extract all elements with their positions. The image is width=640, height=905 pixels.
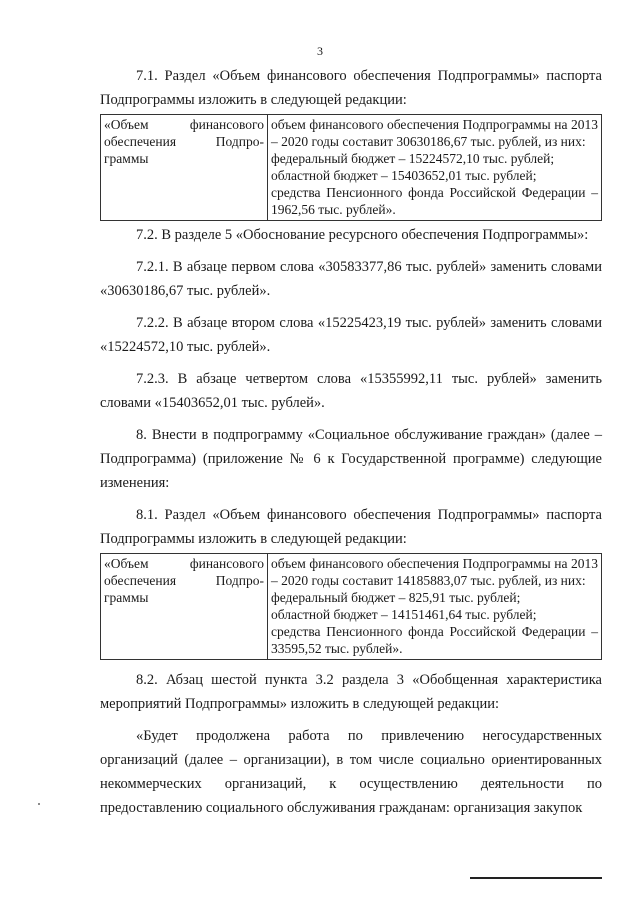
funding-table-1-line: областной бюджет – 15403652,01 тыс. рублей; — [271, 168, 537, 183]
paragraph-quote: «Будет продолжена работа по привлечению негосударственных организаций (далее – организации), в том числе социально ориентированных некоммерческих организаций, к осуществлению деятельности по предоставлению социального обслуживания гражданам: организация закупок — [100, 728, 602, 816]
funding-table-1-value — [268, 115, 602, 221]
paragraph-7-1: 7.1. Раздел «Объем финансового обеспечения Подпрограммы» паспорта Подпрограммы изложить в следующей редакции: — [100, 68, 602, 108]
funding-table-2-line: средства Пенсионного фонда Российской Федерации – 33595,52 тыс. рублей». — [271, 624, 598, 656]
paragraph-8-1: 8.1. Раздел «Объем финансового обеспечения Подпрограммы» паспорта Подпрограммы изложить в следующей редакции: — [100, 507, 602, 547]
paragraph-7-2-3: 7.2.3. В абзаце четвертом слова «15355992,11 тыс. рублей» заменить словами «15403652,01 тыс. рублей». — [100, 371, 602, 411]
funding-table-2 — [100, 553, 602, 660]
funding-table-1-line: средства Пенсионного фонда Российской Федерации – 1962,56 тыс. рублей». — [271, 185, 598, 217]
paragraph-7-2-1: 7.2.1. В абзаце первом слова «30583377,86 тыс. рублей» заменить словами «30630186,67 тыс. рублей». — [100, 259, 602, 299]
document-body — [100, 64, 602, 820]
funding-table-2-line: федеральный бюджет – 825,91 тыс. рублей; — [271, 590, 521, 605]
paragraph-7-2: 7.2. В разделе 5 «Обоснование ресурсного обеспечения Подпрограммы»: — [136, 227, 589, 243]
paragraph-8-2: 8.2. Абзац шестой пункта 3.2 раздела 3 «Обобщенная характеристика мероприятий Подпрограммы» изложить в следующей редакции: — [100, 672, 602, 712]
funding-table-2-value — [268, 554, 602, 660]
scan-artifact-dot — [38, 803, 40, 805]
footer-rule — [470, 877, 602, 879]
paragraph-7-2-2: 7.2.2. В абзаце втором слова «15225423,19 тыс. рублей» заменить словами «15224572,10 тыс. рублей». — [100, 315, 602, 355]
funding-table-1-line: объем финансового обеспечения Подпрограммы на 2013 – 2020 годы составит 30630186,67 тыс. рублей, из них: — [271, 117, 598, 149]
funding-table-1 — [100, 114, 602, 221]
page-number: 3 — [317, 44, 323, 58]
funding-table-1-label: «Объем финансового обеспечения Подпро-граммы — [101, 115, 268, 221]
funding-table-2-line: объем финансового обеспечения Подпрограммы на 2013 – 2020 годы составит 14185883,07 тыс. рублей, из них: — [271, 556, 598, 588]
funding-table-2-line: областной бюджет – 14151461,64 тыс. рублей; — [271, 607, 537, 622]
funding-table-2-label: «Объем финансового обеспечения Подпро-граммы — [101, 554, 268, 660]
paragraph-8: 8. Внести в подпрограмму «Социальное обслуживание граждан» (далее – Подпрограмма) (приложение № 6 к Государственной программе) следующие изменения: — [100, 427, 602, 491]
funding-table-1-line: федеральный бюджет – 15224572,10 тыс. рублей; — [271, 151, 555, 166]
